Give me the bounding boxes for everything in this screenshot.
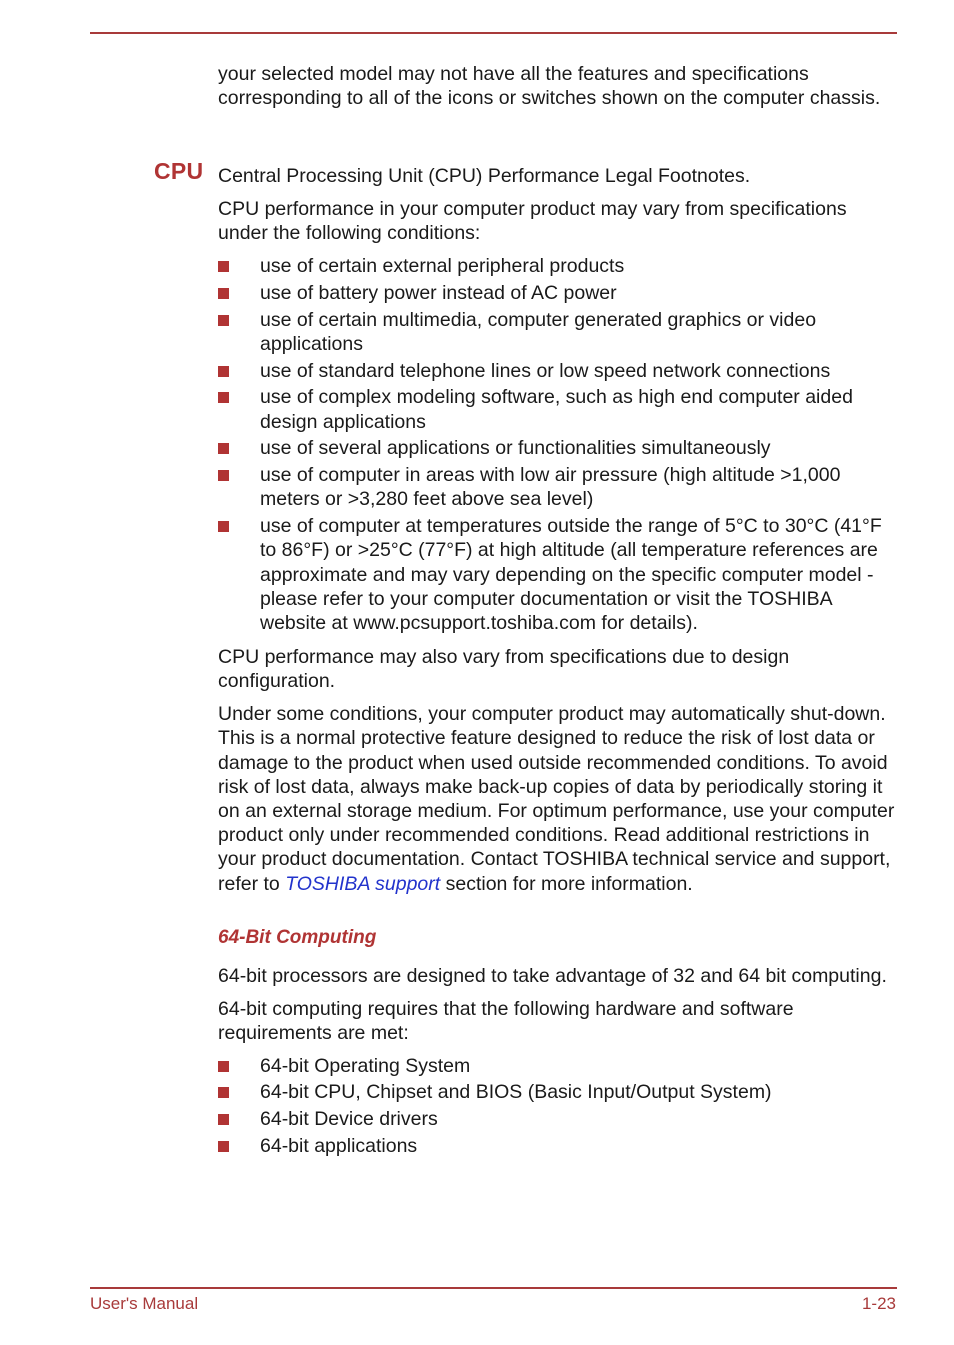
- square-bullet-icon: [218, 443, 229, 454]
- list-item: 64-bit applications: [218, 1134, 898, 1158]
- square-bullet-icon: [218, 521, 229, 532]
- square-bullet-icon: [218, 315, 229, 326]
- intro-paragraph: your selected model may not have all the features and specifications corresponding to all of the icons or switches shown on the computer chassis.: [218, 63, 881, 110]
- toshiba-support-link[interactable]: TOSHIBA support: [285, 872, 441, 895]
- list-item: 64-bit Operating System: [218, 1054, 898, 1078]
- square-bullet-icon: [218, 1061, 229, 1072]
- header-rule: [90, 32, 897, 34]
- list-item: 64-bit Device drivers: [218, 1107, 898, 1131]
- footer-rule: [90, 1287, 897, 1289]
- list-item: use of certain external peripheral products: [218, 254, 898, 278]
- list-item: use of standard telephone lines or low speed network connections: [218, 359, 898, 383]
- list-item: use of computer in areas with low air pressure (high altitude >1,000 meters or >3,280 feet above sea level): [218, 463, 898, 511]
- section-spacer: [218, 110, 898, 164]
- cpu-conditions-list: [218, 254, 898, 635]
- square-bullet-icon: [218, 288, 229, 299]
- 64bit-requirements-list: [218, 1054, 898, 1159]
- footer-manual-title: User's Manual: [90, 1294, 199, 1313]
- list-item: use of certain multimedia, computer generated graphics or video applications: [218, 308, 898, 356]
- list-item: use of battery power instead of AC power: [218, 281, 898, 305]
- list-item: use of several applications or functionalities simultaneously: [218, 436, 898, 460]
- cpu-paragraph-3: CPU performance may also vary from specifications due to design configuration.: [218, 646, 790, 693]
- square-bullet-icon: [218, 470, 229, 481]
- page-content: [218, 62, 898, 1168]
- square-bullet-icon: [218, 392, 229, 403]
- list-item: 64-bit CPU, Chipset and BIOS (Basic Input/Output System): [218, 1080, 898, 1104]
- section-title-cpu: CPU: [154, 158, 204, 184]
- cpu-paragraph-2: CPU performance in your computer product may vary from specifications under the following conditions:: [218, 198, 847, 245]
- square-bullet-icon: [218, 261, 229, 272]
- list-item: use of computer at temperatures outside the range of 5°C to 30°C (41°F to 86°F) or >25°C (77°F) at high altitude (all temperature references are approximate and may vary depending on the specific computer model - please refer to your computer documentation or visit the TOSHIBA website at www.pcsupport.toshiba.com for details).: [218, 514, 898, 635]
- square-bullet-icon: [218, 1141, 229, 1152]
- square-bullet-icon: [218, 366, 229, 377]
- cpu-paragraph-1: Central Processing Unit (CPU) Performance Legal Footnotes.: [218, 165, 751, 188]
- cpu-paragraph-4: Under some conditions, your computer product may automatically shut-down. This is a normal protective feature designed to reduce the risk of lost data or damage to the product when used outside recommended conditions. To avoid risk of lost data, always make back-up copies of data by periodically storing it on an external storage medium. For optimum performance, use your computer product only under recommended conditions. Read additional restrictions in your product documentation. Contact TOSHIBA technical service and support, refer to TOSHIBA support section for more information.: [218, 703, 895, 895]
- 64bit-paragraph-2: 64-bit computing requires that the following hardware and software requirements are met:: [218, 997, 794, 1044]
- 64bit-paragraph-1: 64-bit processors are designed to take advantage of 32 and 64 bit computing.: [218, 964, 887, 987]
- subsection-title-64bit: 64-Bit Computing: [218, 926, 377, 948]
- list-item: use of complex modeling software, such as high end computer aided design applications: [218, 385, 898, 433]
- square-bullet-icon: [218, 1087, 229, 1098]
- footer-page-number: 1-23: [861, 1294, 896, 1313]
- square-bullet-icon: [218, 1114, 229, 1125]
